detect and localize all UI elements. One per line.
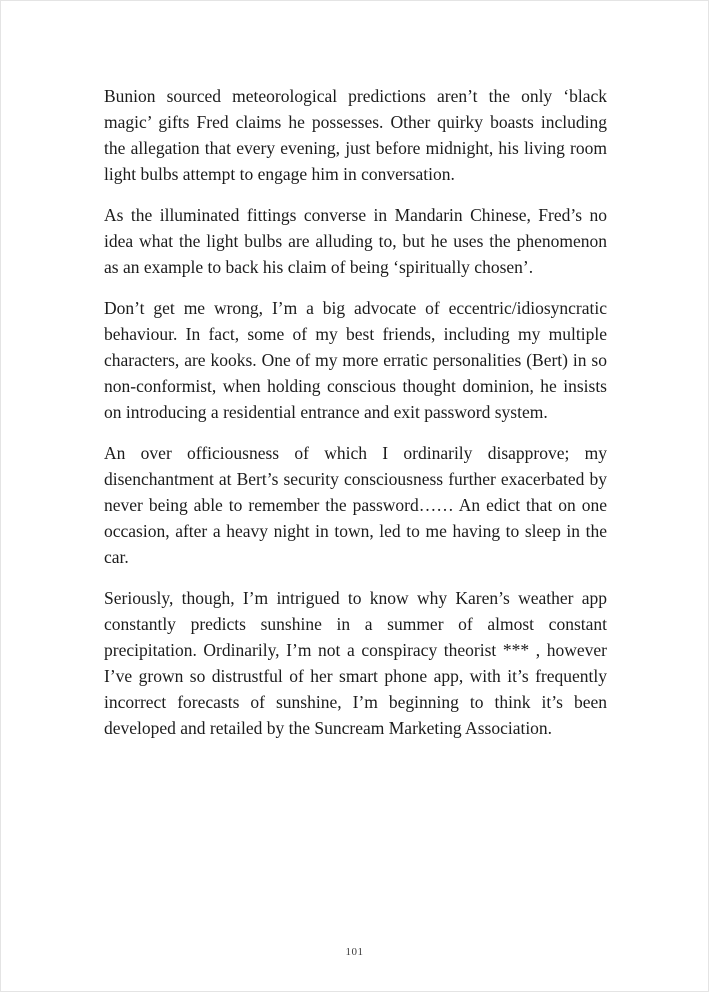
- page-content: [104, 83, 607, 756]
- paragraph: An over officiousness of which I ordinarily disapprove; my disenchantment at Bert’s security consciousness further exacerbated by never being able to remember the password…… An edict that on one occasion, after a heavy night in town, led to me having to sleep in the car.: [104, 443, 607, 567]
- paragraph: Bunion sourced meteorological predictions aren’t the only ‘black magic’ gifts Fred claims he possesses. Other quirky boasts including the allegation that every evening, just before midnight, his living room light bulbs attempt to engage him in conversation.: [104, 86, 607, 184]
- paragraph: Seriously, though, I’m intrigued to know why Karen’s weather app constantly predicts sunshine in a summer of almost constant precipitation. Ordinarily, I’m not a conspiracy theorist *** , however I’ve grown so distrustful of her smart phone app, with it’s frequently incorrect forecasts of sunshine, I’m beginning to think it’s been developed and retailed by the Suncream Marketing Association.: [104, 588, 607, 738]
- paragraph: As the illuminated fittings converse in Mandarin Chinese, Fred’s no idea what the light bulbs are alluding to, but he uses the phenomenon as an example to back his claim of being ‘spiritually chosen’.: [104, 205, 607, 277]
- paragraph: Don’t get me wrong, I’m a big advocate of eccentric/idiosyncratic behaviour. In fact, some of my best friends, including my multiple characters, are kooks. One of my more erratic personalities (Bert) in so non-conformist, when holding conscious thought dominion, he insists on introducing a residential entrance and exit password system.: [104, 298, 607, 422]
- page-number: 101: [345, 946, 364, 958]
